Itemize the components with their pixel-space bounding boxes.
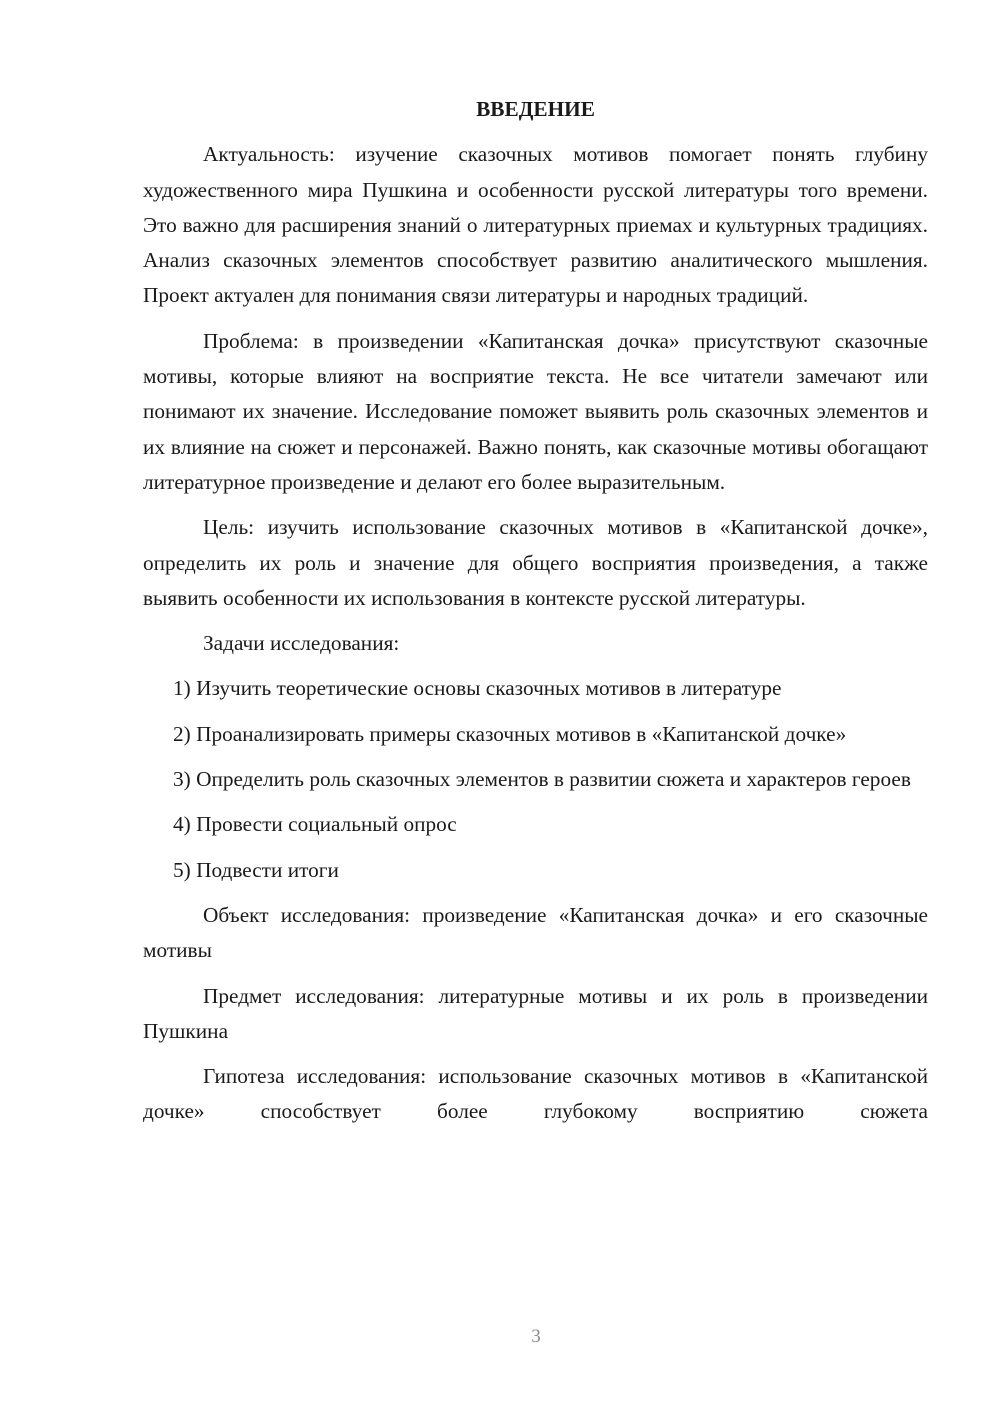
problem-paragraph: Проблема: в произведении «Капитанская дочка» присутствуют сказочные мотивы, которые влияют на восприятие текста. Не все читатели замечают или понимают их значение. Исследование поможет выявить роль сказочных элементов и их влияние на сюжет и персонажей. Важно понять, как сказочные мотивы обогащают литературное произведение и делают его более выразительным.	[143, 328, 928, 494]
page-number: 3	[531, 1326, 541, 1347]
task-item-1: 1) Изучить теоретические основы сказочных мотивов в литературе	[173, 676, 782, 701]
hypothesis-paragraph: Гипотеза исследования: использование сказочных мотивов в «Капитанской дочке» способствует более глубокому восприятию сюжета	[143, 1064, 928, 1124]
task-item-2: 2) Проанализировать примеры сказочных мотивов в «Капитанской дочке»	[173, 721, 847, 746]
relevance-paragraph: Актуальность: изучение сказочных мотивов помогает понять глубину художественного мира Пушкина и особенности русской литературы того времени. Это важно для расширения знаний о литературных приемах и культурных традициях. Анализ сказочных элементов способствует развитию аналитического мышления. Проект актуален для понимания связи литературы и народных традиций.	[143, 142, 928, 308]
subject-paragraph: Предмет исследования: литературные мотивы и их роль в произведении Пушкина	[143, 983, 928, 1043]
document-page	[143, 92, 928, 1140]
object-paragraph: Объект исследования: произведение «Капитанская дочка» и его сказочные мотивы	[143, 902, 928, 963]
task-item-5: 5) Подвести итоги	[173, 857, 339, 882]
goal-paragraph: Цель: изучить использование сказочных мотивов в «Капитанской дочке», определить их роль и значение для общего восприятия произведения, а также выявить особенности их использования в контексте русской литературы.	[143, 515, 928, 610]
task-item-4: 4) Провести социальный опрос	[173, 812, 457, 837]
task-item-3: 3) Определить роль сказочных элементов в развитии сюжета и характеров героев	[173, 767, 911, 792]
tasks-heading: Задачи исследования:	[203, 631, 400, 656]
section-title: ВВЕДЕНИЕ	[476, 97, 595, 121]
